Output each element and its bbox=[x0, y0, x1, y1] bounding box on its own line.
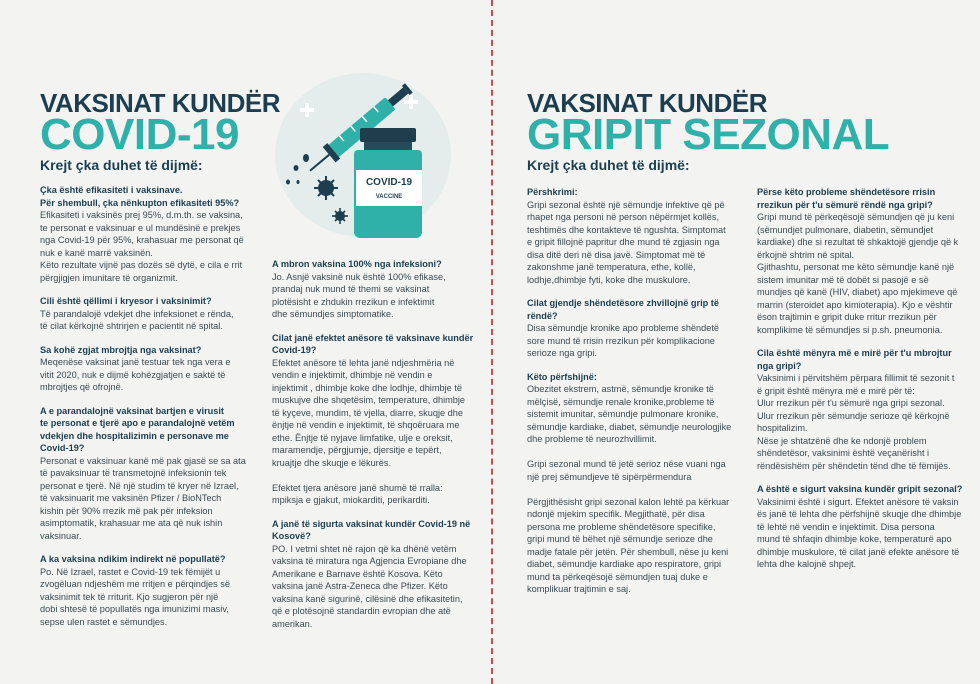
right-subtitle: Krejt çka duhet të dijmë: bbox=[527, 157, 690, 173]
right-title-line1: VAKSINAT KUNDËR bbox=[527, 88, 767, 118]
vaccine-vial-icon bbox=[354, 128, 422, 238]
faq-answer: Efektet anësore të lehta janë ndjeshmëria në vendin e injektimit, dhimbje në vendin e injektimit , dhimbje koke dhe lodhje, dhimbje të muskujve dhe shqetësim, temperature, dhimbje të kyçeve, mundim, të vjella, diarre, skuqje dhe ënjtje në vendin e injektimit, të shqoëruara me ethe. Ënjtje të nyjave limfatike, ulje e oreksit, maramendje, përgjumje, djersitje e tepërt, kruajtje dhe skuqje e lëkurës. Efektet tjera anësore janë shumë të rralla: mpiksja e gjakut, miokarditi, perikarditi. bbox=[272, 357, 466, 506]
right-column-2 bbox=[757, 186, 972, 582]
faq-item bbox=[272, 518, 484, 631]
faq-question: Përse këto probleme shëndetësore rrisin rrezikun për t'u sëmurë rëndë nga gripi? bbox=[757, 187, 936, 210]
faq-question: Përshkrimi: bbox=[527, 187, 578, 197]
faq-item bbox=[40, 405, 262, 543]
faq-answer: Po. Në Izrael, rastet e Covid-19 tek fëmijët u zvogëluan ndjeshëm me rritjen e përqindjes së vaksinimit tek të rriturit. Kjo sugjeron për një dobi shtesë të popullatës nga imunizimi masiv, sepse ulen rastet e sëmundjes. bbox=[40, 566, 230, 627]
left-column-2 bbox=[272, 258, 484, 641]
faq-answer: Vaksinimi i përvitshëm përpara fillimit të sezonit t ë gripit është mënyra më e mirë për të: Ulur rrezikun për t'u sëmurë nga gripi sezonal. Ulur rrezikun për sëmundje serioze që kërkojnë hospitalizim. Nëse je shtatzënë dhe ke ndonjë problem shëndetësor, vaksinimi është veçanërisht i rëndësishëm për shëndetin tënd dhe të fëmijës. bbox=[757, 373, 955, 471]
faq-question: Këto përfshijnë: bbox=[527, 371, 597, 382]
faq-item bbox=[757, 186, 972, 336]
faq-question: A ka vaksina ndikim indirekt në popullatë? bbox=[40, 554, 226, 565]
faq-question: A janë të sigurta vaksinat kundër Covid-19 në Kosovë? bbox=[272, 518, 471, 542]
faq-item bbox=[272, 332, 484, 507]
faq-answer: Obezitet ekstrem, astmë, sëmundje kronike të mëlçisë, sëmundje renale kronike,probleme të sistemit imunitar, sëmundje pulmonare kronike, sëmundje kardiake, diabet, sëmundje neurologjike dhe probleme të neurozhvillimit. Gripi sezonal mund të jetë serioz nëse vuani nga një prej sëmundjeve të sipërpërmendura Përgjithësisht gripi sezonal kalon lehtë pa kërkuar ndonjë mjekim specifik. Megjithatë, për disa persona me probleme shëndetësore specifike, gripi mund të bëhet një sëmundje serioze dhe madje fatale për jetën. Për shembull, nëse ju keni diabet, sëmundje kardiake apo respiratore, gripi mund ta përkeqësojë sëmundjen tuaj duke e komplikuar trajtimin e saj. bbox=[527, 384, 732, 595]
faq-answer: Të parandalojë vdekjet dhe infeksionet e rënda, të cilat kërkojnë shtrirjen e pacientit në spital. bbox=[40, 308, 234, 332]
faq-item bbox=[272, 258, 484, 321]
faq-question: Sa kohë zgjat mbrojtja nga vaksinat? bbox=[40, 344, 202, 355]
faq-answer: Gripi mund të përkeqësojë sëmundjen që ju keni (sëmundjet pulmonare, diabetin, sëmundjet kardiake) dhe si rezultat të shkaktojë gjendje që k ërkojnë shtrim në spital. Gjithashtu, personat me këto sëmundje kanë një sistem imunitar më të dobët si pasojë e së mundjes që kanë (HIV, diabet) apo mjekimeve që marrin (steroidet apo kimioterapia). Kjo e vështir ëson trajtimin e gripit duke rritur rrezikun për komplikime të sëmundjes si p.sh. pneumonia. bbox=[757, 212, 959, 335]
faq-item bbox=[527, 371, 742, 596]
vaccine-illustration bbox=[268, 60, 480, 240]
faq-question: Çka është efikasiteti i vaksinave. Për shembull, çka nënkupton efikasiteti 95%? bbox=[40, 185, 240, 208]
faq-answer: Efikasiteti i vaksinës prej 95%, d.m.th. se vaksina, te personat e vaksinuar e ul mundësinë e prekjes nga Covid-19 për 95%, krahasuar me personat që nuk e kanë marrë vaksinën. Këto rezultate vijnë pas dozës së dytë, e cila e rrit përgjigjen imunitare të organizmit. bbox=[40, 210, 244, 283]
right-title-line2: GRIPIT SEZONAL bbox=[527, 110, 890, 159]
faq-question: A mbron vaksina 100% nga infeksioni? bbox=[272, 259, 442, 269]
faq-item bbox=[40, 344, 262, 394]
left-subtitle: Krejt çka duhet të dijmë: bbox=[40, 157, 203, 173]
faq-item bbox=[40, 553, 262, 628]
faq-question: Cili është qëllimi i kryesor i vaksinimit? bbox=[40, 296, 212, 307]
faq-item bbox=[757, 483, 972, 571]
left-title-line2: COVID-19 bbox=[40, 110, 239, 159]
right-column-1 bbox=[527, 186, 742, 607]
vial-label-subtitle: VACCINE bbox=[375, 194, 403, 200]
faq-answer: Jo. Asnjë vaksinë nuk është 100% efikase, prandaj nuk mund të themi se vaksinat plotësisht e zhdukin rrezikun e infektimit dhe sëmundjes simptomatike. bbox=[272, 271, 446, 320]
faq-item bbox=[40, 184, 262, 284]
faq-answer: Meqenëse vaksinat janë testuar tek nga vera e vitit 2020, nuk e dijmë kohëzgjatjen e saktë të mbrojtjes që ofrojnë. bbox=[40, 357, 231, 393]
faq-answer: Personat e vaksinuar kanë më pak gjasë se sa ata të pavaksinuar të transmetojnë infeksionin tek personat e tjerë. Në një studim të kryer në Izrael, të vaksinuarit me vaksinën Pfizer / BioNTech kishin për 90% rrezik më pak për infeksion asimptomatik, krahasuar me ata që nuk ishin vaksinuar. bbox=[40, 455, 246, 541]
faq-item bbox=[527, 186, 742, 286]
faq-item bbox=[757, 347, 972, 472]
faq-question: Cilat janë efektet anësore të vaksinave kundër Covid-19? bbox=[272, 332, 474, 356]
vial-label-title: COVID-19 bbox=[365, 177, 413, 188]
left-title-line1: VAKSINAT KUNDËR bbox=[40, 88, 280, 118]
faq-question: A është e sigurt vaksina kundër gripit sezonal? bbox=[757, 484, 963, 495]
left-column-1 bbox=[40, 184, 262, 640]
faq-answer: PO. I vetmi shtet në rajon që ka dhënë vetëm vaksina të miratura nga Agjencia Evropiane dhe Amerikane e Barnave është Kosova. Këto vaksina janë Astra-Zeneca dhe Pfizer. Këto vaksina kanë sigurinë, cilësinë dhe efikasitetin, që e plotësojnë standardin evropian dhe atë amerikan. bbox=[272, 543, 467, 629]
faq-question: Cila është mënyra më e mirë për t'u mbrojtur nga gripi? bbox=[757, 348, 952, 371]
faq-item bbox=[527, 297, 742, 360]
faq-question: A e parandalojnë vaksinat bartjen e virusit te personat e tjerë apo e parandalojnë vetëm vdekjen dhe hospitalizimin e personave me Covid-19? bbox=[40, 405, 235, 454]
faq-answer: Gripi sezonal është një sëmundje infektive që pë rhapet nga personi në person nëpërmjet kollës, teshtimës dhe kontakteve të ngushta. Simptomat e gripit fillojnë papritur dhe mund të zgjasin nga disa ditë deri në disa javë. Simptomat më të zakonshme janë temperatura, ethe, kollë, lodhje,dhimbje fyti, koke dhe muskulore. bbox=[527, 199, 726, 285]
faq-answer: Vaksinimi është i sigurt. Efektet anësore të vaksin ës janë të lehta dhe përfshijnë skuqje dhe dhimbje të lehtë në vendin e injektimit. Disa persona mund të shfaqin dhimbje koke, temperaturë apo dhimbje muskulore, të cilat janë efekte anësore të lehta dhe kalojnë shpejt. bbox=[757, 496, 962, 570]
faq-item bbox=[40, 295, 262, 333]
faq-question: Cilat gjendje shëndetësore zhvillojnë grip të rëndë? bbox=[527, 298, 719, 321]
faq-answer: Disa sëmundje kronike apo probleme shëndetë sore mund të rrisin rrezikun për komplikacione serioze nga gripi. bbox=[527, 323, 720, 359]
page-divider bbox=[491, 0, 493, 684]
